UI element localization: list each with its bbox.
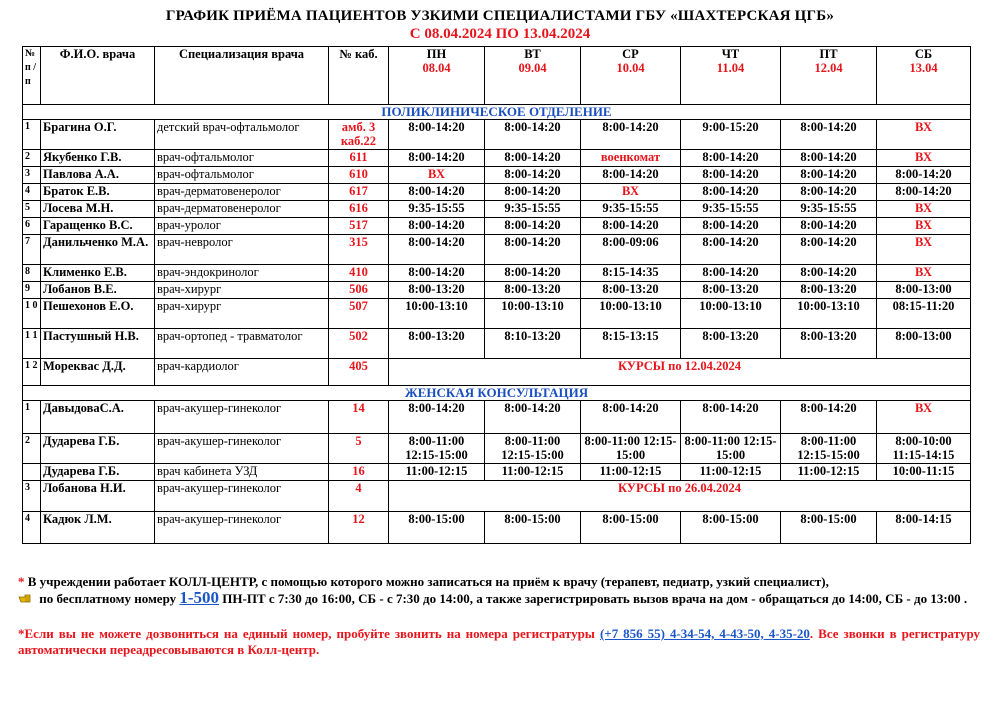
day-cell: 9:35-15:55 — [781, 201, 877, 218]
doctor-name: Мореквас Д.Д. — [41, 359, 155, 386]
day-cell: 8:00-14:20 — [681, 184, 781, 201]
doctor-name: Лобанова Н.И. — [41, 481, 155, 512]
day-cell: ВХ — [877, 218, 971, 235]
doctor-specialization: врач-офтальмолог — [155, 167, 329, 184]
cabinet-number: 616 — [329, 201, 389, 218]
doctor-specialization: врач кабинета УЗД — [155, 464, 329, 481]
day-cell: 9:35-15:55 — [681, 201, 781, 218]
day-cell: 8:00-14:20 — [581, 120, 681, 150]
day-cell: 8:00-11:00 12:15-15:00 — [389, 434, 485, 464]
row-number: 1 1 — [23, 329, 41, 359]
doctor-name: Павлова А.А. — [41, 167, 155, 184]
table-row — [23, 282, 971, 299]
day-cell: 8:00-15:00 — [389, 512, 485, 544]
day-cell: 8:00-14:20 — [877, 184, 971, 201]
header-num: № п / п — [23, 47, 41, 105]
cabinet-number: 405 — [329, 359, 389, 386]
table-row — [23, 167, 971, 184]
row-number: 9 — [23, 282, 41, 299]
day-cell: 8:00-14:20 — [485, 150, 581, 167]
cabinet-number: 5 — [329, 434, 389, 464]
day-cell: 8:00-14:20 — [681, 401, 781, 434]
schedule-table — [22, 46, 971, 544]
table-row — [23, 359, 971, 386]
day-cell: 8:00-14:20 — [581, 401, 681, 434]
day-cell: 8:00-13:20 — [781, 282, 877, 299]
day-cell: 10:00-11:15 — [877, 464, 971, 481]
day-cell: 8:00-15:00 — [781, 512, 877, 544]
day-cell: 11:00-12:15 — [389, 464, 485, 481]
row-number: 3 — [23, 481, 41, 512]
cabinet-number: 611 — [329, 150, 389, 167]
cabinet-number: 617 — [329, 184, 389, 201]
table-row — [23, 120, 971, 150]
registry-phones-link[interactable]: (+7 856 55) 4-34-54, 4-43-50, 4-35-20 — [599, 626, 810, 641]
day-cell: 8:00-14:20 — [681, 218, 781, 235]
day-cell: 8:00-14:20 — [389, 401, 485, 434]
day-cell: 8:00-14:20 — [781, 120, 877, 150]
table-row — [23, 201, 971, 218]
day-cell: 8:00-13:20 — [681, 282, 781, 299]
cabinet-number: 410 — [329, 265, 389, 282]
doctor-name: Пешехонов Е.О. — [41, 299, 155, 329]
day-cell: 8:00-14:20 — [485, 184, 581, 201]
day-cell: 8:00-14:20 — [781, 218, 877, 235]
day-cell: 8:00-13:20 — [781, 329, 877, 359]
day-cell: 8:00-14:20 — [389, 184, 485, 201]
doctor-specialization: врач-хирург — [155, 282, 329, 299]
header-day-fri: ПТ 12.04 — [781, 47, 877, 105]
day-cell: 8:00-14:20 — [389, 265, 485, 282]
day-cell: 8:00-14:20 — [681, 235, 781, 265]
day-cell: 8:00-14:15 — [877, 512, 971, 544]
row-number: 5 — [23, 201, 41, 218]
day-cell: 8:00-13:20 — [681, 329, 781, 359]
table-row — [23, 329, 971, 359]
cabinet-number: 506 — [329, 282, 389, 299]
section-title: ЖЕНСКАЯ КОНСУЛЬТАЦИЯ — [23, 386, 971, 401]
doctor-name: Якубенко Г.В. — [41, 150, 155, 167]
day-cell: 9:35-15:55 — [581, 201, 681, 218]
doctor-specialization: врач-невролог — [155, 235, 329, 265]
day-cell: 8:00-09:06 — [581, 235, 681, 265]
day-cell: 8:00-10:00 11:15-14:15 — [877, 434, 971, 464]
header-day-sat: СБ 13.04 — [877, 47, 971, 105]
day-cell: 8:00-14:20 — [781, 235, 877, 265]
section-header — [23, 386, 971, 401]
day-cell: 10:00-13:10 — [581, 299, 681, 329]
day-cell: 9:00-15:20 — [681, 120, 781, 150]
doctor-name: Дударева Г.Б. — [41, 434, 155, 464]
day-cell: 8:00-14:20 — [389, 218, 485, 235]
doctor-name: Дударева Г.Б. — [41, 464, 155, 481]
cabinet-number: 4 — [329, 481, 389, 512]
day-cell: 08:15-11:20 — [877, 299, 971, 329]
day-cell: 8:00-14:20 — [681, 150, 781, 167]
day-cell: 8:00-14:20 — [389, 235, 485, 265]
day-cell: 8:00-13:00 — [877, 282, 971, 299]
row-number: 8 — [23, 265, 41, 282]
doctor-specialization: врач-акушер-гинеколог — [155, 401, 329, 434]
doctor-specialization: врач-кардиолог — [155, 359, 329, 386]
day-cell: 8:00-14:20 — [781, 150, 877, 167]
doctor-specialization: врач-акушер-гинеколог — [155, 434, 329, 464]
day-cell: 8:00-14:20 — [781, 401, 877, 434]
day-cell: ВХ — [877, 265, 971, 282]
day-cell: ВХ — [877, 201, 971, 218]
cabinet-number: амб. 3 каб.22 — [329, 120, 389, 150]
row-number: 6 — [23, 218, 41, 235]
day-cell: 8:00-14:20 — [581, 167, 681, 184]
doctor-specialization: врач-эндокринолог — [155, 265, 329, 282]
cabinet-number: 507 — [329, 299, 389, 329]
doctor-specialization: врач-акушер-гинеколог — [155, 512, 329, 544]
table-row — [23, 401, 971, 434]
day-cell: 8:00-14:20 — [485, 235, 581, 265]
day-cell: 8:00-14:20 — [485, 167, 581, 184]
day-cell: 8:00-14:20 — [877, 167, 971, 184]
doctor-specialization: врач-офтальмолог — [155, 150, 329, 167]
day-cell: 8:00-14:20 — [389, 120, 485, 150]
row-number: 1 0 — [23, 299, 41, 329]
day-cell: 8:00-14:20 — [485, 401, 581, 434]
doctor-specialization: врач-хирург — [155, 299, 329, 329]
header-name: Ф.И.О. врача — [41, 47, 155, 105]
doctor-name: Лосева М.Н. — [41, 201, 155, 218]
day-cell: 8:15-13:15 — [581, 329, 681, 359]
day-cell: 11:00-12:15 — [781, 464, 877, 481]
row-number: 2 — [23, 150, 41, 167]
cabinet-number: 502 — [329, 329, 389, 359]
day-cell: 8:00-14:20 — [485, 265, 581, 282]
day-cell: 8:00-11:00 12:15-15:00 — [781, 434, 877, 464]
header-cab: № каб. — [329, 47, 389, 105]
doctor-specialization: врач-уролог — [155, 218, 329, 235]
table-row — [23, 235, 971, 265]
doctor-name: Гаращенко В.С. — [41, 218, 155, 235]
doctor-specialization: врач-дерматовенеролог — [155, 184, 329, 201]
day-cell: 8:00-14:20 — [485, 120, 581, 150]
doctor-name: Лобанов В.Е. — [41, 282, 155, 299]
header-spec: Специализация врача — [155, 47, 329, 105]
day-cell: 9:35-15:55 — [389, 201, 485, 218]
header-day-wed: СР 10.04 — [581, 47, 681, 105]
day-cell: 8:10-13:20 — [485, 329, 581, 359]
table-row — [23, 434, 971, 464]
day-cell: военкомат — [581, 150, 681, 167]
day-cell: 11:00-12:15 — [581, 464, 681, 481]
day-cell: 8:00-15:00 — [581, 512, 681, 544]
day-cell: 8:00-13:00 — [877, 329, 971, 359]
row-number: 1 2 — [23, 359, 41, 386]
day-cell: 8:00-11:00 12:15-15:00 — [681, 434, 781, 464]
day-cell: 8:00-15:00 — [681, 512, 781, 544]
row-number: 7 — [23, 235, 41, 265]
day-cell: 8:00-14:20 — [681, 167, 781, 184]
doctor-name: Данильченко М.А. — [41, 235, 155, 265]
day-cell: 8:00-11:00 12:15-15:00 — [485, 434, 581, 464]
day-cell: 8:00-14:20 — [389, 150, 485, 167]
doctor-specialization: врач-ортопед - травматолог — [155, 329, 329, 359]
cabinet-number: 12 — [329, 512, 389, 544]
day-cell: 10:00-13:10 — [781, 299, 877, 329]
table-row — [23, 481, 971, 512]
header-day-mon: ПН 08.04 — [389, 47, 485, 105]
day-cell: 8:00-14:20 — [781, 167, 877, 184]
doctor-name: Пастушный Н.В. — [41, 329, 155, 359]
registry-note: *Если вы не можете дозвониться на единый номер, пробуйте звонить на номера регистратуры (+7 856 55) 4-34-54, 4-43-50, 4-35-20. Все звонки в регистратуру автоматически переадресовываются в Колл-центр. — [18, 626, 980, 657]
day-cell: 8:00-14:20 — [485, 218, 581, 235]
table-row — [23, 184, 971, 201]
day-cell: 8:00-14:20 — [781, 265, 877, 282]
header-day-thu: ЧТ 11.04 — [681, 47, 781, 105]
day-cell: 8:00-13:20 — [389, 282, 485, 299]
cabinet-number: 517 — [329, 218, 389, 235]
day-cell: ВХ — [877, 120, 971, 150]
day-cell: ВХ — [581, 184, 681, 201]
day-cell: 8:15-14:35 — [581, 265, 681, 282]
day-cell: 10:00-13:10 — [681, 299, 781, 329]
table-row — [23, 464, 971, 481]
table-row — [23, 299, 971, 329]
day-cell: ВХ — [389, 167, 485, 184]
table-row — [23, 218, 971, 235]
day-cell: 10:00-13:10 — [485, 299, 581, 329]
row-number: 1 — [23, 401, 41, 434]
row-number: 4 — [23, 512, 41, 544]
day-cell: 8:00-15:00 — [485, 512, 581, 544]
day-cell: ВХ — [877, 150, 971, 167]
doctor-name: Клименко Е.В. — [41, 265, 155, 282]
day-cell: 10:00-13:10 — [389, 299, 485, 329]
date-range: С 08.04.2024 ПО 13.04.2024 — [409, 26, 591, 42]
table-row — [23, 265, 971, 282]
cabinet-number: 14 — [329, 401, 389, 434]
row-number: 4 — [23, 184, 41, 201]
day-cell: 8:00-13:20 — [389, 329, 485, 359]
row-number — [23, 464, 41, 481]
header-day-tue: ВТ 09.04 — [485, 47, 581, 105]
day-cell: 8:00-11:00 12:15-15:00 — [581, 434, 681, 464]
hand-pointing-icon — [18, 593, 32, 604]
day-cell: 8:00-14:20 — [581, 218, 681, 235]
day-cell: 11:00-12:15 — [485, 464, 581, 481]
courses-note: КУРСЫ по 12.04.2024 — [389, 359, 971, 386]
header-row — [23, 47, 971, 105]
day-cell: 8:00-14:20 — [681, 265, 781, 282]
doctor-specialization: врач-акушер-гинеколог — [155, 481, 329, 512]
doctor-name: ДавыдоваС.А. — [41, 401, 155, 434]
call-center-phone-link[interactable]: 1-500 — [179, 588, 220, 607]
page-title: ГРАФИК ПРИЁМА ПАЦИЕНТОВ УЗКИМИ СПЕЦИАЛИСТАМИ ГБУ «ШАХТЕРСКАЯ ЦГБ» — [165, 8, 835, 24]
call-center-note: * В учреждении работает КОЛЛ-ЦЕНТР, с помощью которого можно записаться на приём к врачу (терапевт, педиатр, узкий специалист), по бесплатному номеру 1-500 ПН-ПТ с 7:30 до 16:00, СБ - с 7:30 до 14:00, а также зарегистрировать вызов врача на дом - обращаться до 14:00, СБ - до 13:00 . — [18, 574, 968, 607]
row-number: 2 — [23, 434, 41, 464]
day-cell: 11:00-12:15 — [681, 464, 781, 481]
table-row — [23, 512, 971, 544]
day-cell: ВХ — [877, 235, 971, 265]
doctor-name: Кадюк Л.М. — [41, 512, 155, 544]
day-cell: 8:00-13:20 — [485, 282, 581, 299]
day-cell: ВХ — [877, 401, 971, 434]
doctor-specialization: детский врач-офтальмолог — [155, 120, 329, 150]
day-cell: 8:00-13:20 — [581, 282, 681, 299]
doctor-specialization: врач-дерматовенеролог — [155, 201, 329, 218]
table-row — [23, 150, 971, 167]
cabinet-number: 610 — [329, 167, 389, 184]
day-cell: 9:35-15:55 — [485, 201, 581, 218]
cabinet-number: 16 — [329, 464, 389, 481]
doctor-name: Браток Е.В. — [41, 184, 155, 201]
doctor-name: Брагина О.Г. — [41, 120, 155, 150]
section-header: ПОЛИКЛИНИЧЕСКОЕ ОТДЕЛЕНИЕ — [23, 105, 971, 120]
row-number: 3 — [23, 167, 41, 184]
row-number: 1 — [23, 120, 41, 150]
cabinet-number: 315 — [329, 235, 389, 265]
courses-note: КУРСЫ по 26.04.2024 — [389, 481, 971, 512]
day-cell: 8:00-14:20 — [781, 184, 877, 201]
